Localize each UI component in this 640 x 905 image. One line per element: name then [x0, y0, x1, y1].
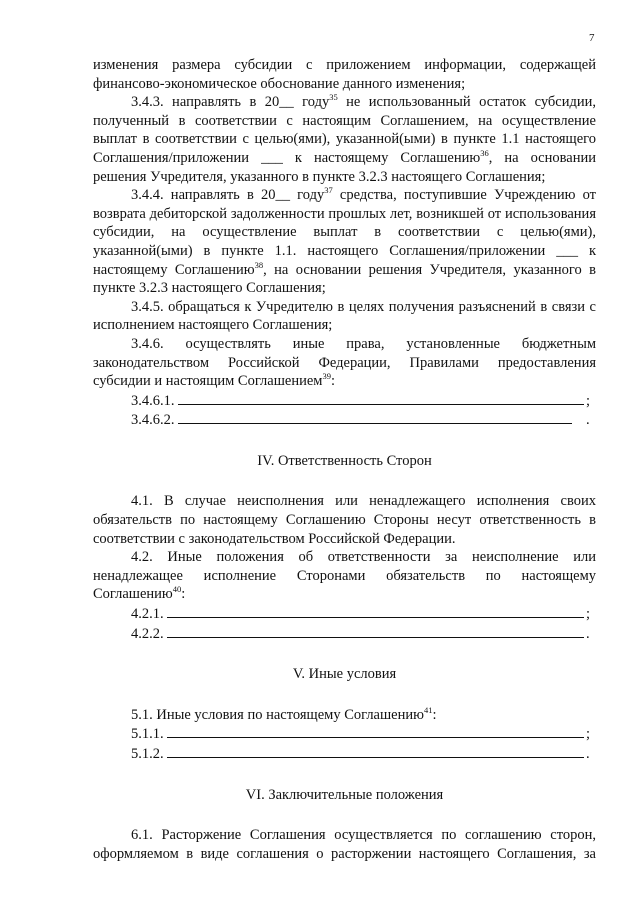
blank-line — [178, 410, 573, 424]
paragraph-3-4-4: 3.4.4. направлять в 20__ году$^{37}$ средства, поступившие Учреждению от возврата дебиторской задолженности прошлых лет, возникшей от использования субсидии, на осуществление выплат в соответствии с целью(ями), указанной(ыми) в пункте 1.1. настоящего Соглашения/приложении ___ к настоящему Соглашению$^{38}$, на основании решения Учредителя, указанного в пункте 3.2.3 настоящего Соглашения; — [93, 185, 596, 297]
fill-line-3-4-6-1: 3.4.6.1. ; — [131, 392, 591, 409]
paragraph-3-4-5: 3.4.5. обращаться к Учредителю в целях получения разъяснений в связи с исполнением настоящего Соглашения; — [93, 298, 596, 334]
paragraph-4-2: 4.2. Иные положения об ответственности за неисполнение или ненадлежащее исполнение Сторонами обязательств по настоящему Соглашению$^{40}$: — [93, 549, 596, 603]
fill-line-4-2-1: 4.2.1. ; — [131, 606, 591, 623]
section-heading-iv: IV. Ответственность Сторон — [257, 452, 432, 469]
paragraph-continuation: изменения размера субсидии с приложением информации, содержащей финансово-экономическое обоснование данного изменения; — [93, 57, 596, 92]
paragraph-3-4-3: 3.4.3. направлять в 20__ году$^{35}$ не использованный остаток субсидии, полученный в соответствии с настоящим Соглашением, на осуществление выплат в соответствии с целью(ями), указанной(ыми) в пункте 1.1 настоящего Соглашения/приложении ___ к настоящему Соглашению$^{36}$, на основании решения Учредителя, указанного в пункте 3.2.3 настоящего Соглашения; — [93, 92, 596, 185]
blank-line — [167, 724, 584, 738]
document-body — [93, 56, 596, 863]
section-heading-v: V. Иные условия — [292, 666, 397, 683]
paragraph-6-1: 6.1. Расторжение Соглашения осуществляется по соглашению сторон, оформляемом в виде соглашения о расторжении настоящего Соглашения, за — [93, 827, 596, 862]
footnote-ref: 38 — [254, 259, 264, 270]
blank-line — [167, 624, 584, 638]
fill-line-4-2-2: 4.2.2. . — [131, 625, 590, 642]
footnote-ref: 39 — [322, 371, 331, 382]
page-number: 7 — [589, 32, 595, 44]
fill-line-5-1-2: 5.1.2. . — [131, 746, 590, 762]
footnote-ref: 37 — [324, 185, 333, 196]
blank-line — [167, 744, 584, 758]
blank-line — [167, 604, 584, 618]
paragraph-4-1: 4.1. В случае неисполнения или ненадлежащего исполнения своих обязательств по настоящему Соглашению Стороны несут ответственность в соответствии с законодательством Российской Федерации. — [93, 493, 596, 547]
section-heading-vi: VI. Заключительные положения — [245, 786, 444, 803]
footnote-ref: 36 — [480, 147, 489, 158]
footnote-ref: 41 — [423, 704, 433, 715]
paragraph-5-1: 5.1. Иные условия по настоящему Соглашению$^{41}$: — [131, 704, 437, 723]
footnote-ref: 40 — [172, 584, 182, 595]
footnote-ref: 35 — [329, 92, 338, 103]
blank-line — [178, 391, 585, 405]
fill-line-3-4-6-2: 3.4.6.2. . — [131, 412, 590, 429]
paragraph-3-4-6: 3.4.6. осуществлять иные права, установленные бюджетным законодательством Российской Федерации, Правилами предоставления субсидии и настоящим Соглашением$^{39}$: — [93, 335, 596, 390]
fill-line-5-1-1: 5.1.1. ; — [131, 726, 591, 743]
